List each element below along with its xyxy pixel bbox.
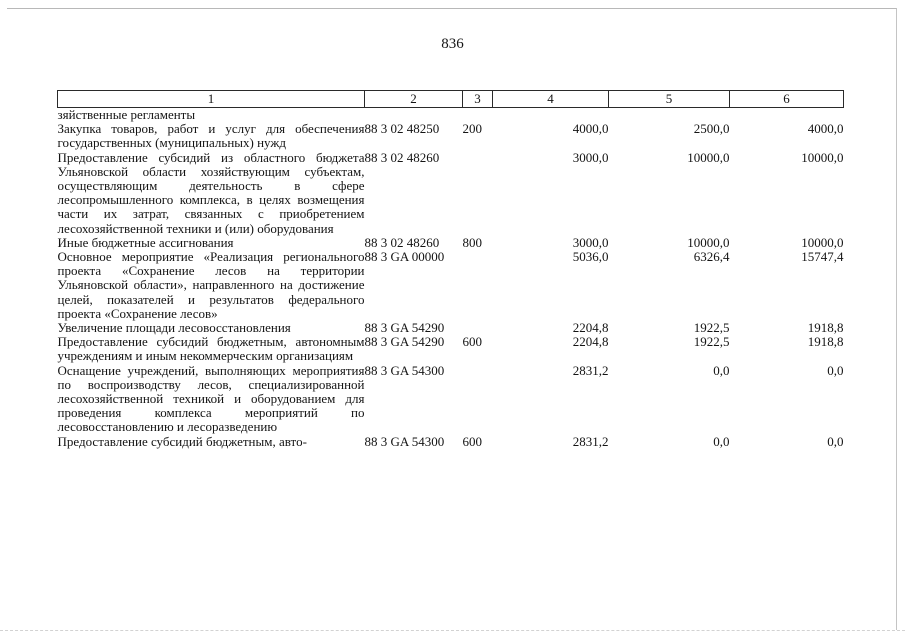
cell-value-6: 1918,8 — [807, 334, 844, 350]
cell-value-6: 10000,0 — [801, 149, 844, 165]
cell-name: Увеличение площади лесовосстановления — [57, 320, 291, 336]
cell-code: 88 3 02 48260 — [364, 149, 440, 165]
cell-value-5: 0,0 — [713, 362, 730, 378]
cell-value-4: 2204,8 — [572, 320, 609, 336]
cell-name: Иные бюджетные ассигнования — [57, 234, 234, 250]
cell-code: 88 3 GA 54290 — [364, 334, 445, 350]
cell-value-4: 5036,0 — [572, 249, 609, 265]
cell-code: 88 3 GA 54300 — [364, 362, 445, 378]
header-col-2: 2 — [365, 91, 463, 108]
header-col-1: 1 — [58, 91, 365, 108]
cell-name: Предоставление субсидий бюджетным, авто- — [57, 433, 307, 449]
header-col-5: 5 — [609, 91, 730, 108]
cell-expense-type: 600 — [462, 334, 482, 350]
cell-value-4: 2831,2 — [572, 433, 609, 449]
table-row — [58, 236, 844, 250]
cell-value-4 — [493, 108, 609, 123]
cell-expense-type — [463, 364, 493, 435]
cell-value-6: 0,0 — [827, 433, 844, 449]
cell-code: 88 3 GA 54290 — [364, 320, 445, 336]
cell-code: 88 3 GA 00000 — [364, 249, 445, 265]
cell-name: Предоставление субсидий из областного бюджета Ульяновской области хозяйствующим субъектам, осуществляющим деятельность в сфере лесопромышленного комплекса, в целях возмещения части их затрат, связанных с приобретением лесохозяйственной техники и (или) оборудования — [57, 149, 365, 236]
cell-value-6: 15747,4 — [801, 249, 844, 265]
cell-value-4: 3000,0 — [572, 234, 609, 250]
header-row — [58, 91, 844, 108]
cell-value-4: 3000,0 — [572, 149, 609, 165]
page-number: 836 — [441, 36, 464, 52]
cell-expense-type: 800 — [462, 234, 482, 250]
cell-value-5: 2500,0 — [693, 121, 730, 137]
cell-value-5: 1922,5 — [693, 334, 730, 350]
table-row — [58, 364, 844, 435]
cell-value-5: 10000,0 — [687, 234, 730, 250]
table-row — [58, 108, 844, 123]
table-row — [58, 122, 844, 150]
cell-value-4: 2831,2 — [572, 362, 609, 378]
budget-table — [57, 90, 844, 449]
cell-value-5: 0,0 — [713, 433, 730, 449]
header-col-4: 4 — [493, 91, 609, 108]
cell-value-5: 6326,4 — [693, 249, 730, 265]
cell-value-6 — [730, 108, 844, 123]
cell-value-4: 4000,0 — [572, 121, 609, 137]
cell-expense-type: 600 — [462, 433, 482, 449]
cell-name: зяйственные регламенты — [57, 107, 196, 122]
table-row — [58, 335, 844, 363]
cell-expense-type — [463, 321, 493, 335]
cell-code: 88 3 GA 54300 — [364, 433, 445, 449]
header-col-3: 3 — [463, 91, 493, 108]
cell-value-5 — [609, 108, 730, 123]
cell-expense-type — [463, 108, 493, 123]
cell-name: Закупка товаров, работ и услуг для обеспечения государственных (муниципальных) нужд — [57, 121, 365, 151]
cell-name: Предоставление субсидий бюджетным, автономным учреждениям и иным некоммерческим организациям — [57, 334, 365, 364]
cell-code: 88 3 02 48250 — [364, 121, 440, 137]
table-row — [58, 151, 844, 236]
cell-expense-type — [463, 151, 493, 236]
cell-code — [365, 108, 463, 123]
cell-value-6: 1918,8 — [807, 320, 844, 336]
cell-name: Основное мероприятие «Реализация регионального проекта «Сохранение лесов на территории Ульяновской области», направленного на достижение целей, показателей и результатов федерального проекта «Сохранение лесов» — [57, 249, 365, 321]
cell-value-5: 10000,0 — [687, 149, 730, 165]
table-row — [58, 250, 844, 321]
cell-value-6: 0,0 — [827, 362, 844, 378]
cell-expense-type: 200 — [462, 121, 482, 137]
cell-expense-type — [463, 250, 493, 321]
cell-value-4: 2204,8 — [572, 334, 609, 350]
header-col-6: 6 — [730, 91, 844, 108]
cell-value-6: 4000,0 — [807, 121, 844, 137]
table-row — [58, 321, 844, 335]
cell-name: Оснащение учреждений, выполняющих мероприятия по воспроизводству лесов, специализированной лесохозяйственной техникой и оборудованием для проведения комплекса мероприятий по лесовосстановлению и лесоразведению — [57, 362, 365, 435]
table-row — [58, 435, 844, 449]
cell-value-6: 10000,0 — [801, 234, 844, 250]
cell-value-5: 1922,5 — [693, 320, 730, 336]
page-bottom-edge — [0, 630, 905, 631]
cell-code: 88 3 02 48260 — [364, 234, 440, 250]
